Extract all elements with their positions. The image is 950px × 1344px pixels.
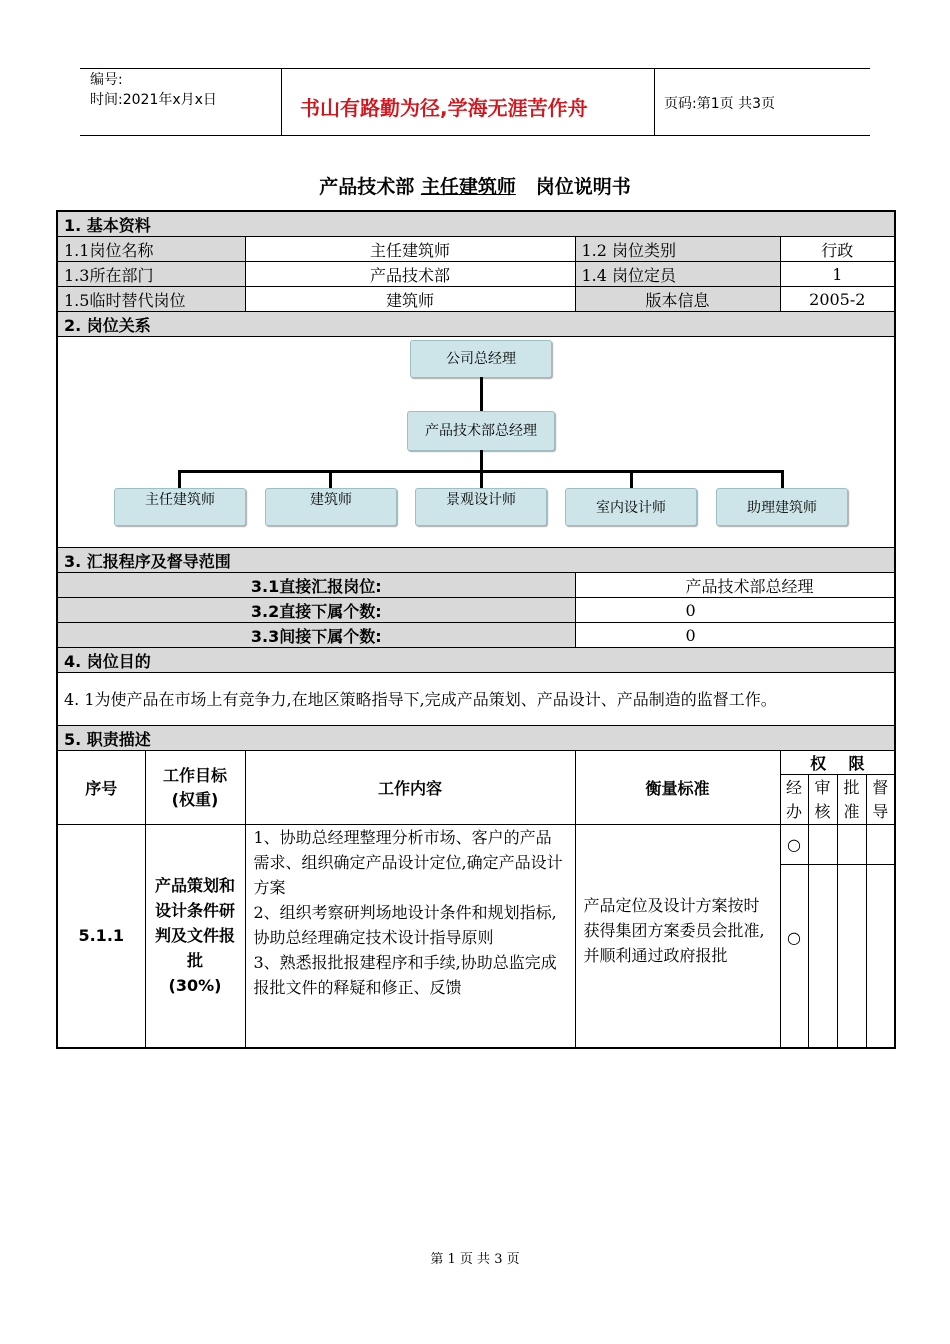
auth-col-approve: 批准 (837, 775, 866, 825)
duty-content-item: 3、熟悉报批报建程序和手续,协助总监完成报批文件的释疑和修正、反馈 (253, 953, 557, 997)
org-node-child: 景观设计师 (415, 488, 547, 526)
section3-heading: 3. 汇报程序及督导范围 (57, 548, 895, 573)
duty-goal: 产品策划和设计条件研判及文件报批 (154, 876, 235, 971)
page-footer: 第 1 页 共 3 页 (430, 1252, 520, 1267)
basic-label: 1.1岗位名称 (57, 237, 245, 262)
basic-value: 产品技术部 (245, 262, 575, 287)
org-connector (329, 470, 332, 488)
serial-label: 编号: (90, 72, 123, 88)
basic-value: 1 (780, 262, 895, 287)
basic-info-row (57, 262, 895, 287)
document-title (0, 172, 950, 199)
basic-label: 版本信息 (575, 287, 780, 312)
auth-empty (866, 825, 895, 865)
report-label: 3.2直接下属个数: (57, 598, 575, 623)
auth-mark: ○ (780, 865, 808, 1048)
auth-empty (808, 825, 837, 865)
col-goal-label: 工作目标 (162, 765, 227, 785)
col-authority-header: 权 限 (780, 751, 895, 775)
org-node-child: 室内设计师 (565, 488, 697, 526)
duty-goal-cell (145, 825, 245, 1048)
basic-info-row (57, 287, 895, 312)
header-bottom-rule (80, 135, 870, 136)
section2-heading: 2. 岗位关系 (57, 312, 895, 337)
auth-col-handle: 经办 (780, 775, 808, 825)
basic-label: 1.2 岗位类别 (575, 237, 780, 262)
col-standard-header: 衡量标准 (575, 751, 780, 825)
duty-weight: (30%) (168, 976, 222, 996)
col-goal-weight: (权重) (171, 789, 219, 809)
auth-col-review: 审核 (808, 775, 837, 825)
title-position: 主任建筑师 (420, 176, 516, 198)
basic-label: 1.5临时替代岗位 (57, 287, 245, 312)
org-node-child: 助理建筑师 (716, 488, 848, 526)
auth-empty (837, 865, 866, 1048)
org-node-middle: 产品技术部总经理 (407, 411, 555, 451)
basic-value: 主任建筑师 (245, 237, 575, 262)
report-label: 3.1直接汇报岗位: (57, 573, 575, 598)
basic-value: 2005-2 (780, 287, 895, 312)
report-row (57, 623, 895, 648)
title-doc: 岗位说明书 (535, 176, 631, 198)
job-description-table (56, 210, 896, 1049)
org-connector (480, 450, 483, 472)
duty-row (57, 825, 895, 865)
header-divider-left (281, 68, 282, 136)
basic-label: 1.3所在部门 (57, 262, 245, 287)
org-connector (480, 470, 483, 488)
basic-value: 行政 (780, 237, 895, 262)
auth-empty (808, 865, 837, 1048)
auth-empty (866, 865, 895, 1048)
duty-content-cell (245, 825, 575, 1048)
org-connector (630, 470, 633, 488)
section4-heading: 4. 岗位目的 (57, 648, 895, 673)
report-value: 0 (575, 598, 895, 623)
col-content-header: 工作内容 (245, 751, 575, 825)
section5-heading: 5. 职责描述 (57, 726, 895, 751)
col-seq-header: 序号 (57, 751, 145, 825)
org-node-top: 公司总经理 (410, 340, 552, 378)
title-dept: 产品技术部 (319, 176, 415, 198)
header-top-rule (80, 68, 870, 69)
duty-content-item: 1、协助总经理整理分析市场、客户的产品需求、组织确定产品设计定位,确定产品设计方案 (253, 828, 563, 897)
org-connector (178, 470, 181, 488)
org-node-child: 建筑师 (265, 488, 397, 526)
report-row (57, 598, 895, 623)
auth-col-supervise: 督导 (866, 775, 895, 825)
report-label: 3.3间接下属个数: (57, 623, 575, 648)
duty-standard: 产品定位及设计方案按时获得集团方案委员会批准,并顺利通过政府报批 (575, 825, 780, 1048)
report-row (57, 573, 895, 598)
duty-seq: 5.1.1 (57, 825, 145, 1048)
section1-heading: 1. 基本资料 (57, 211, 895, 237)
org-connector (480, 377, 483, 411)
org-chart (57, 337, 895, 548)
purpose-text: 4. 1为使产品在市场上有竞争力,在地区策略指导下,完成产品策划、产品设计、产品制造的监督工作。 (57, 673, 895, 726)
report-value: 0 (575, 623, 895, 648)
basic-value: 建筑师 (245, 287, 575, 312)
org-node-child: 主任建筑师 (114, 488, 246, 526)
time-label: 时间:2021年x月x日 (90, 92, 217, 108)
basic-label: 1.4 岗位定员 (575, 262, 780, 287)
col-goal-header (145, 751, 245, 825)
duty-content-item: 2、组织考察研判场地设计条件和规划指标,协助总经理确定技术设计指导原则 (253, 903, 557, 947)
auth-empty (837, 825, 866, 865)
header-motto: 书山有路勤为径,学海无涯苦作舟 (300, 96, 588, 120)
header-divider-right (654, 68, 655, 136)
page-label: 页码:第1页 共3页 (664, 96, 775, 112)
auth-mark: ○ (780, 825, 808, 865)
basic-info-row (57, 237, 895, 262)
org-connector (781, 470, 784, 488)
report-value: 产品技术部总经理 (575, 573, 895, 598)
